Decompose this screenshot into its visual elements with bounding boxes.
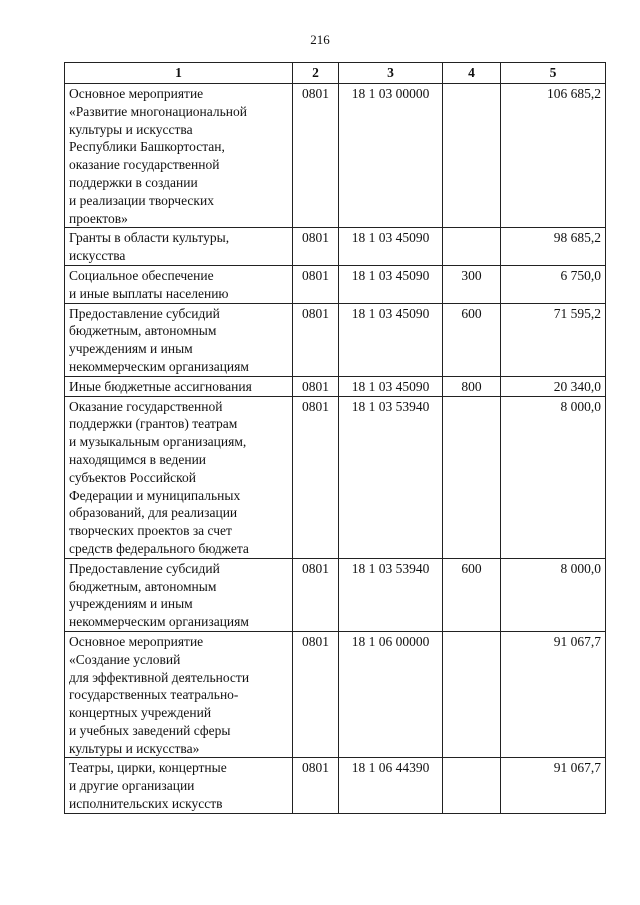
row-section: 0801: [293, 631, 339, 758]
row-code: 18 1 03 53940: [339, 396, 443, 558]
row-code: 18 1 03 53940: [339, 558, 443, 631]
row-section: 0801: [293, 303, 339, 376]
row-name: Основное мероприятие «Развитие многонациональной культуры и искусства Республики Башкортостан, оказание государственной поддержки в создании и реализации творческих проектов»: [65, 84, 293, 228]
column-header-2: 2: [293, 63, 339, 84]
row-code: 18 1 03 45090: [339, 228, 443, 266]
row-name: Театры, цирки, концертные и другие организации исполнительских искусств: [65, 758, 293, 813]
row-code: 18 1 03 00000: [339, 84, 443, 228]
row-section: 0801: [293, 758, 339, 813]
table-row: [65, 396, 606, 558]
row-expense-type: 300: [443, 265, 501, 303]
row-name: Основное мероприятие «Создание условий для эффективной деятельности государственных театрально- концертных учреждений и учебных заведений сферы культуры и искусства»: [65, 631, 293, 758]
row-code: 18 1 03 45090: [339, 376, 443, 396]
row-sum: 106 685,2: [501, 84, 606, 228]
table-row: [65, 758, 606, 813]
row-expense-type: 800: [443, 376, 501, 396]
column-header-5: 5: [501, 63, 606, 84]
row-sum: 8 000,0: [501, 558, 606, 631]
page-number: 216: [310, 32, 330, 47]
row-sum: 20 340,0: [501, 376, 606, 396]
table-row: [65, 631, 606, 758]
row-expense-type: 600: [443, 303, 501, 376]
row-sum: 8 000,0: [501, 396, 606, 558]
column-header-3: 3: [339, 63, 443, 84]
row-section: 0801: [293, 228, 339, 266]
row-expense-type: [443, 758, 501, 813]
table-row: [65, 228, 606, 266]
row-sum: 91 067,7: [501, 758, 606, 813]
row-name: Оказание государственной поддержки (грантов) театрам и музыкальным организациям, находящимся в ведении субъектов Российской Федерации и муниципальных образований, для реализации творческих проектов за счет средств федерального бюджета: [65, 396, 293, 558]
row-section: 0801: [293, 558, 339, 631]
row-expense-type: [443, 84, 501, 228]
row-code: 18 1 03 45090: [339, 265, 443, 303]
row-code: 18 1 06 44390: [339, 758, 443, 813]
row-code: 18 1 06 00000: [339, 631, 443, 758]
row-sum: 91 067,7: [501, 631, 606, 758]
row-sum: 98 685,2: [501, 228, 606, 266]
column-header-4: 4: [443, 63, 501, 84]
table-row: [65, 84, 606, 228]
column-header-1: 1: [65, 63, 293, 84]
table-row: [65, 303, 606, 376]
table-header-row: [65, 63, 606, 84]
row-expense-type: [443, 396, 501, 558]
table-row: [65, 265, 606, 303]
row-sum: 6 750,0: [501, 265, 606, 303]
row-section: 0801: [293, 265, 339, 303]
row-expense-type: [443, 228, 501, 266]
row-sum: 71 595,2: [501, 303, 606, 376]
row-name: Гранты в области культуры, искусства: [65, 228, 293, 266]
row-code: 18 1 03 45090: [339, 303, 443, 376]
budget-table: [64, 62, 606, 814]
table-row: [65, 558, 606, 631]
row-expense-type: 600: [443, 558, 501, 631]
row-name: Предоставление субсидий бюджетным, автономным учреждениям и иным некоммерческим организациям: [65, 303, 293, 376]
row-name: Предоставление субсидий бюджетным, автономным учреждениям и иным некоммерческим организациям: [65, 558, 293, 631]
table-row: [65, 376, 606, 396]
row-section: 0801: [293, 396, 339, 558]
row-expense-type: [443, 631, 501, 758]
row-name: Иные бюджетные ассигнования: [65, 376, 293, 396]
row-section: 0801: [293, 376, 339, 396]
row-name: Социальное обеспечение и иные выплаты населению: [65, 265, 293, 303]
row-section: 0801: [293, 84, 339, 228]
